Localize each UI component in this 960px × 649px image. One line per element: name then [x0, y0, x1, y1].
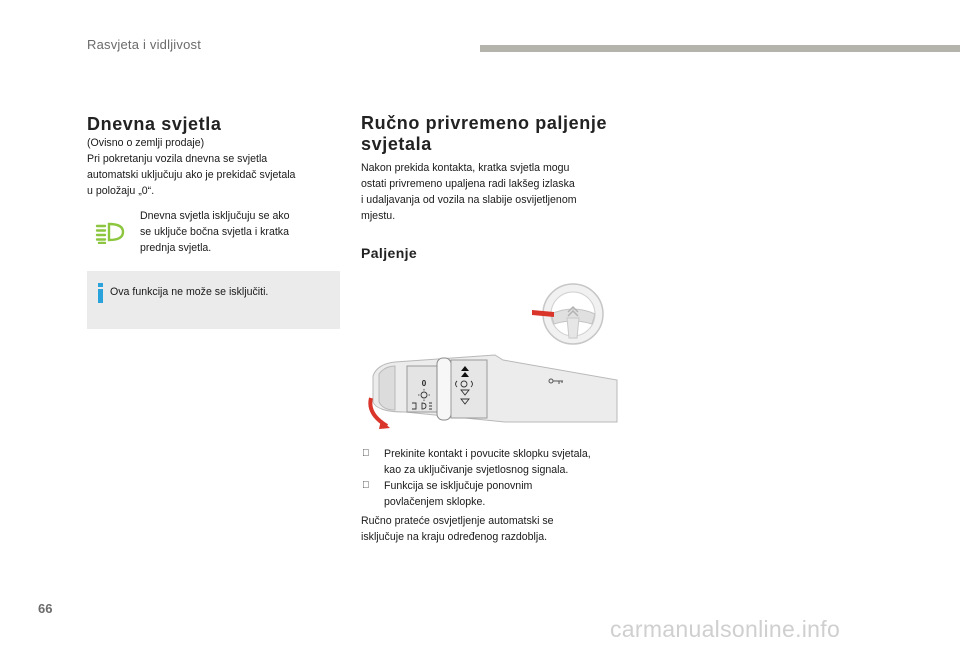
text-line: povlačenjem sklopke. [384, 496, 486, 508]
text-line: Dnevna svjetla isključuju se ako [140, 210, 290, 222]
text-line: prednja svjetla. [140, 242, 212, 254]
list-item [361, 446, 623, 478]
daytime-lights-paragraph [87, 135, 337, 199]
page-number: 66 [38, 601, 53, 616]
daytime-light-note-text [140, 208, 330, 256]
text-line: se uključe bočna svjetla i kratka [140, 226, 289, 238]
text-line: Nakon prekida kontakta, kratka svjetla mogu [361, 162, 570, 174]
info-text: Ova funkcija ne može se isključiti. [110, 286, 269, 298]
closing-paragraph [361, 513, 611, 545]
text-line: isključuje na kraju određenog razdoblja. [361, 531, 548, 543]
title-line: svjetala [361, 134, 432, 154]
info-icon [95, 283, 107, 303]
daytime-running-light-icon [95, 220, 131, 244]
running-header: Rasvjeta i vidljivost [87, 37, 202, 52]
daytime-light-note [87, 208, 340, 264]
instruction-list [361, 446, 623, 510]
bullet-marker-icon [362, 446, 370, 462]
text-line: u položaju „0“. [87, 185, 155, 197]
text-line: ostati privremeno upaljena radi lakšeg izlaska [361, 178, 575, 190]
text-line: (Ovisno o zemlji prodaje) [87, 137, 205, 149]
light-stalk-illustration [365, 352, 618, 430]
header-bar [480, 45, 960, 52]
steering-wheel-illustration [530, 280, 610, 348]
info-box [87, 271, 340, 329]
text-line: Prekinite kontakt i povucite sklopku svjetala, [384, 448, 591, 460]
section-title-daytime-lights: Dnevna svjetla [87, 114, 222, 134]
section-title-follow-me-home [361, 113, 631, 155]
stalk-position-zero: 0 [421, 379, 427, 388]
text-line: Funkcija se isključuje ponovnim [384, 480, 533, 492]
title-line: Ručno privremeno paljenje [361, 113, 608, 133]
subtitle-switching-on: Paljenje [361, 245, 418, 261]
bullet-marker-icon [362, 478, 370, 494]
watermark: carmanualsonline.info [610, 616, 841, 642]
text-line: automatski uključuju ako je prekidač svjetala [87, 169, 296, 181]
text-line: i udaljavanja od vozila na slabije osvijetljenom [361, 194, 577, 206]
text-line: kao za uključivanje svjetlosnog signala. [384, 464, 569, 476]
list-item [361, 478, 623, 510]
text-line: Ručno prateće osvjetljenje automatski se [361, 515, 554, 527]
text-line: Pri pokretanju vozila dnevna se svjetla [87, 153, 268, 165]
follow-me-home-intro [361, 160, 616, 224]
text-line: mjestu. [361, 210, 396, 222]
